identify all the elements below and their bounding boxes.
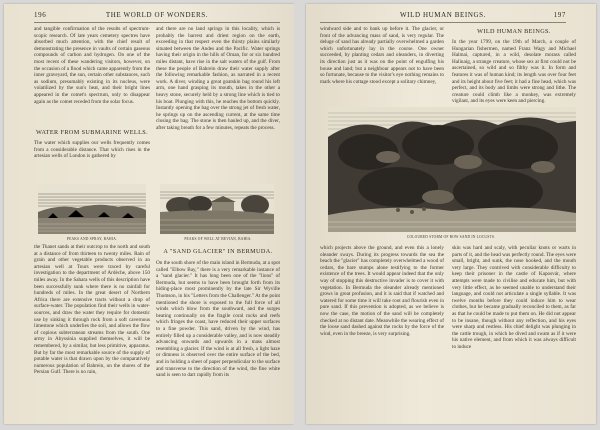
engraving-well-bevian <box>160 184 274 234</box>
header-rule <box>34 22 280 23</box>
paragraph: In the year 1799, on the 19th of March, a couple of Hungarian fishermen, named Franz Wagy and Michael Halmai, captured, in a wild, desolate morass called Halinaig, a strange creature, whose sex at first could not be ascertained, so wild and so filthy was it. In form and features it was of human kind; its length was over four feet and its height about five feet; it had a fine head, which was perfect, and its body and limbs were strong and lithe. The creature could climb like a monkey, was extremely vigilant, and its eyes were keen and piercing. <box>452 39 576 105</box>
header-rule <box>320 22 566 23</box>
paragraph: which projects above the ground, and even this a lonely oleander sways. During its progress towards the sea the beach the "glacier" has completely overwhelmed a wood of cedars, the bare stumps alone testifying to the former existence of the trees. It would appear indeed that the only way of stopping this destructive invader is to cover it with vegetation. In Bermuda the oleander already mentioned grows in great profusion, and it is said that if watched and watered for some time it will take root and flourish even in pure sand. If this prevention is adopted, as we believe is now the case, the motion of the sand will be completely checked at no distant date. Meanwhile the wearing effect of the loose sand dashed against the rocks by the force of the wind, even in the breeze, is very surprising. <box>320 245 444 337</box>
engraving-sand-storm <box>328 107 576 232</box>
right-col2-bottom-text <box>452 245 576 422</box>
paragraph: and there are no land springs in this locality, which is probably the barrest and driest region on the earth, exceeding in that respect even the thirsty plains similarly situated between the Andes and the Pacific. Water springs having their origin in the hills of Oman, for or six hundred miles distant, have rise in the salt waters of the gulf. From these the people of Bahrein draw their water supply after the following remarkable fashion, as narrated in a recent work. A diver, winding a great goatskin bag round his left arm, one hand grasping its mouth, takes in the other a heavy stone, securely held by a strong line which is tied to his boat. Plunging with this, he reaches the bottom quickly. Instantly opening the bag over the strong jet of fresh water, he springs up on the ascending current, at the same time closing the bag. The stone is then hauled up, and the diver, after taking breath for a few minutes, repeats the process. <box>156 26 280 131</box>
left-col1-top-text <box>34 26 150 120</box>
section-heading: WATER FROM SUBMARINE WELLS. <box>35 129 149 136</box>
book-gutter <box>294 0 306 430</box>
paragraph: skin was hard and scaly, with peculiar knots or warts in parts of it, and the head was perfectly round. The eyes were small, bright, and sunk, the nose hooked, and the mouth very large. They contrived with considerable difficulty to keep their prisoner in the castle of Kaposvár, where attempts were made to civilise and educate him, but with very little effect, as he seemed unable to understand their language, and could not articulate a single syllable. It was twelve months before they could induce him to wear clothes, but he became gradually reconciled to them, as far as that he could be made to put them on. He did not appear to be insane, though without any reflection, and his eyes were sharp and restless. His chief delight was plunging in the cattle trough, in which he dived and swam as if it were his native element, and from which it was always difficult to induce <box>452 245 576 350</box>
section-heading: WILD HUMAN BEINGS. <box>477 28 551 35</box>
left-col1-bottom-text <box>34 244 150 422</box>
left-col2-top-text <box>156 26 280 180</box>
page-number: 196 <box>34 11 47 19</box>
paragraph: windward side and to bank up before it. The glacier, or front of the advancing mass of sand, is very regular. The deluge of sand has already partially overwhelmed a garden which unfortunately lay in the course. One owner succeeded, by planting cedars and oleanders, in diverting its direction just as it was on the point of engulfing his house and land; but a neighbour appears not to have been so fortunate, because to the visitor's eye nothing remains to mark where his cottage stood except a solitary chimney, <box>320 26 444 85</box>
left-col2-bottom-text <box>156 260 280 422</box>
running-head-title: WILD HUMAN BEINGS. <box>399 11 487 19</box>
figure-caption: PEAKS OF WELL AT BEVIAN, BAHIA. <box>184 237 252 241</box>
figure-caption: COLOURED STORM OF BOW SAND IN LOCUSTS. <box>406 235 496 239</box>
engraving-peaks-spray <box>38 184 146 234</box>
section-heading: A "SAND GLACIER" IN BERMUDA. <box>163 248 273 255</box>
left-col1-mid-text <box>34 140 150 180</box>
left-page <box>4 4 294 424</box>
right-col1-bottom-text <box>320 245 444 422</box>
page-number: 197 <box>553 11 566 19</box>
right-page <box>306 4 596 424</box>
paragraph: On the south shore of the main island in Bermuda, at a spot called "Elbow Bay," there is a very remarkable instance of a "sand glacier." It has long been one of the "lions" of Bermuda, but seems to have been brought forth from its hiding-place most prominently by the late Sir Wyville Thomson, in his "Letters from the Challenger." At the point mentioned the shore is exposed to the full force of all winds which blow from the southward, and the surges beating continually on the fragile coral rocks and reefs which fringes the coast, have reduced their upper surfaces to a fine powder. This sand, driven by the wind, has entirely filled up a considerable valley, and is now steadily advancing onwards and upwards in a mass almost resembling a glacier. If the wind is at all fresh, a light haze or dimness is observed over the entire surface of the bed, and in holding a sheet of paper perpendicular to the surface and transverse to the direction of the wind, the fine white sand is seen to dart rapidly from its <box>156 260 280 379</box>
paragraph: and tangible confirmation of the results of spectrum-scopic research. Of late years cemetery spectres have absorbed much attention, with the chief result of demonstrating the presence in vaults of certain gaseous compounds of carbon and hydrogen. On one of the most recent of these wandering visitors, however, on the occasion of a flood which came apparently from the inner graveyard, the sun, certain other substances, such as sodium, presumably existing in its nucleus, were volatilized by the sun's heat, and their bright lines appeared in the comet's spectrum, only to disappear again as the comet receded from the solar focus. <box>34 26 150 105</box>
paragraph: the Thanet sands at their outcrop to the north and south at a distance of from thirteen to twenty miles. Rain of grain and other vegetable products observed in an artesian well at Tours were traced by careful investigation to the department of Ardèche, above 150 miles away. In the Sahara wells of this description have been successfully sunk where there is no rainfall for hundreds of miles. In the great desert of Northern Africa there are extensive tracts without a drop of surface-water. The population find their wells in water-sources, and draw the water they require for domestic use by sinking it through rock from a soft cavernous limestone which underlies the soil, and allows the flow of copious subterranean streams from the south. One army in Abyssinia supplied themselves, it will be remembered, by a similar, but less primitive, apparatus. But by far the most remarkable source of the supply of potable water is that drawn upon by the comparatively numerous population of Bahrein, on the shores of the Persian Gulf. There is no rain, <box>34 244 150 376</box>
right-col2-top-text <box>452 39 576 105</box>
figure-caption: PEAKS AND SPRAY, BAHIA. <box>66 237 118 241</box>
right-col1-top-text <box>320 26 444 106</box>
running-head-title: THE WORLD OF WONDERS. <box>105 11 209 19</box>
paragraph: The water which supplies our wells frequently comes from a considerable distance. That which rises in the artesian wells of London is gathered by <box>34 140 150 160</box>
